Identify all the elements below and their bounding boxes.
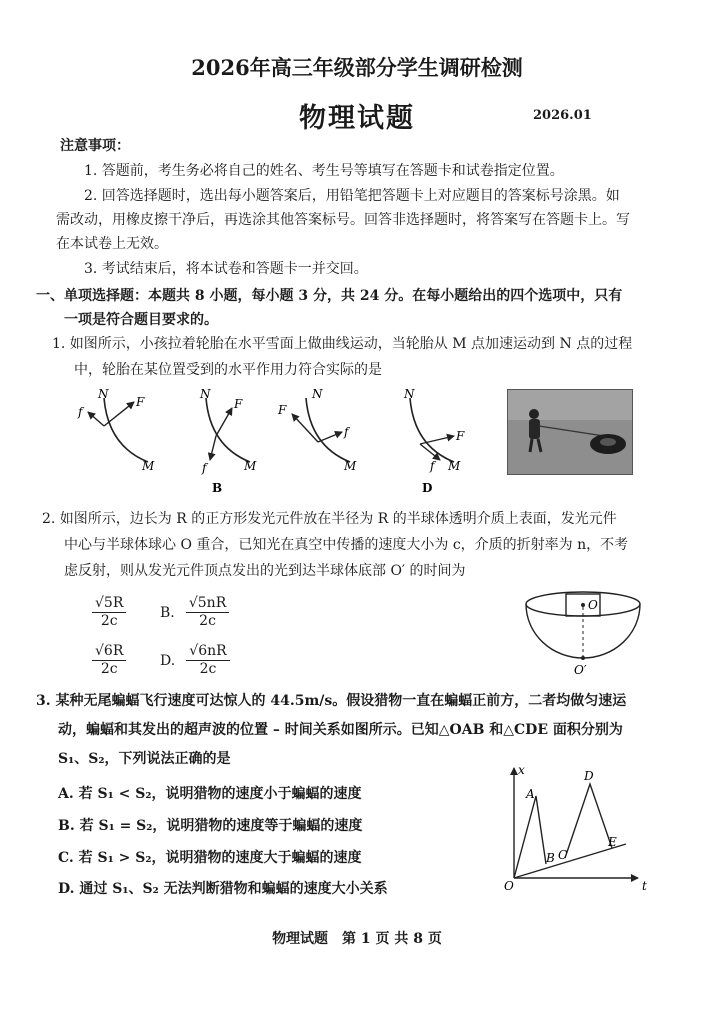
q3-bat-line [514,844,626,878]
q1-b-label-n: N [200,387,211,401]
q2-a-numerator: √5R [92,595,126,613]
q2-option-b-fraction [186,595,229,630]
q2-b-denominator: 2c [199,613,216,629]
q2-hemisphere-diagram [518,588,648,680]
q3-position-time-graph [498,760,648,900]
q3-option-b[interactable]: B. 若 S₁ = S₂，说明猎物的速度等于蝙蝠的速度 [58,818,363,834]
q2-option-a-fraction [92,595,126,630]
q2-c-denominator: 2c [100,661,118,677]
q1-c-label-force: F [278,403,287,417]
q1-stem-line-2: 中，轮胎在某位置受到的水平作用力符合实际的是 [74,362,382,378]
q3-label-a: A [526,787,535,801]
q2-option-d-label: D. [160,653,176,669]
q2-option-b[interactable] [160,595,229,630]
q2-option-d[interactable] [160,643,230,678]
section-1-heading-line-2: 一项是符合题目要求的。 [64,312,218,328]
q3-option-a[interactable]: A. 若 S₁ < S₂，说明猎物的速度小于蝙蝠的速度 [58,786,362,802]
q3-label-x: x [518,763,525,777]
q3-label-b: B [546,851,555,865]
q1-option-d-diagram [403,387,465,495]
q3-option-d[interactable]: D. 通过 S₁、S₂ 无法判断猎物和蝙蝠的速度大小关系 [58,881,388,897]
q3-triangle-oab [514,796,546,878]
q1-option-b-label: B [212,481,223,495]
q3-label-c: C [558,848,568,862]
q2-fig-label-o: O [588,598,598,612]
q3-label-t: t [642,879,647,893]
q1-a-label-force: F [136,395,145,409]
q2-d-denominator: 2c [199,661,217,677]
page-footer: 物理试题 第 1 页 共 8 页 [272,931,442,947]
q1-c-label-friction: f [344,425,349,439]
q3-option-c[interactable]: C. 若 S₁ > S₂，说明猎物的速度大于蝙蝠的速度 [58,850,362,866]
q1-d-label-friction: f [430,459,435,473]
q2-option-d-fraction [186,643,229,678]
q2-stem-line-2: 中心与半球体球心 O 重合，已知光在真空中传播的速度大小为 c，介质的折射率为 n，不考 [64,537,629,553]
note-2-line-2: 需改动，用橡皮擦干净后，再选涂其他答案标号。回答非选择题时，将答案写在答题卡上。写 [56,212,630,228]
exam-title: 2026年高三年级部分学生调研检测 [191,55,523,80]
q3-stem-line-1: 3. 某种无尾蝙蝠飞行速度可达惊人的 44.5m/s。假设猎物一直在蝙蝠正前方，二者均做匀速运 [36,693,627,709]
q1-a-label-friction: f [78,405,83,419]
q2-option-c-fraction [92,643,126,678]
note-2-line-1: 2. 回答选择题时，选出每小题答案后，用铅笔把答题卡上对应题目的答案标号涂黑。如 [84,188,620,204]
q2-stem-line-1: 2. 如图所示，边长为 R 的正方形发光元件放在半径为 R 的半球体透明介质上表面，发光元件 [42,511,617,527]
q2-a-denominator: 2c [100,613,118,629]
notes-heading: 注意事项： [60,138,130,154]
note-3: 3. 考试结束后，将本试卷和答题卡一并交回。 [84,261,368,277]
q2-option-a[interactable] [92,595,126,630]
q1-c-label-m: M [344,459,357,473]
q1-stem-line-1: 1. 如图所示，小孩拉着轮胎在水平雪面上做曲线运动，当轮胎从 M 点加速运动到 N 点的过程 [52,336,633,352]
q1-b-label-friction: f [202,461,207,475]
q2-option-b-label: B. [160,605,175,621]
q1-d-label-m: M [448,459,461,473]
q2-fig-label-o-prime: O′ [574,663,587,677]
q1-photo-child-pulling-tire [507,389,633,475]
q3-label-o: O [504,879,514,893]
q3-stem-line-3: S₁、S₂，下列说法正确的是 [58,751,231,767]
q2-d-numerator: √6nR [186,643,229,661]
q1-option-b-diagram [199,387,257,495]
q2-b-numerator: √5nR [186,595,229,613]
section-1-heading: 一、单项选择题：本题共 8 小题，每小题 3 分，共 24 分。在每小题给出的四个选项中，只有 [36,288,623,304]
q1-option-c-diagram [277,387,357,473]
q1-d-label-force: F [456,429,465,443]
q1-c-label-n: N [312,387,323,401]
q3-label-d: D [584,769,594,783]
note-2-line-3: 在本试卷上无效。 [56,236,168,252]
q3-stem-line-2: 动，蝙蝠和其发出的超声波的位置 – 时间关系如图所示。已知△OAB 和△CDE 面积分别为 [58,722,623,738]
q1-d-label-n: N [404,387,415,401]
q3-label-e: E [608,835,617,849]
exam-date: 2026.01 [533,108,592,123]
q2-c-numerator: √6R [92,643,126,661]
q2-stem-line-3: 虑反射，则从发光元件顶点发出的光到达半球体底部 O′ 的时间为 [64,563,466,579]
subject-title: 物理试题 [299,103,415,134]
q1-option-d-label: D [422,481,433,495]
q1-force-diagrams [60,384,500,496]
q2-option-c[interactable] [92,643,126,678]
q1-a-label-m: M [142,459,155,473]
q3-triangle-cde [565,784,612,858]
q1-b-label-force: F [234,397,243,411]
note-1: 1. 答题前，考生务必将自己的姓名、考生号等填写在答题卡和试卷指定位置。 [84,163,564,179]
q1-b-label-m: M [244,459,257,473]
q1-option-a-diagram [77,387,155,473]
q1-a-label-n: N [98,387,109,401]
